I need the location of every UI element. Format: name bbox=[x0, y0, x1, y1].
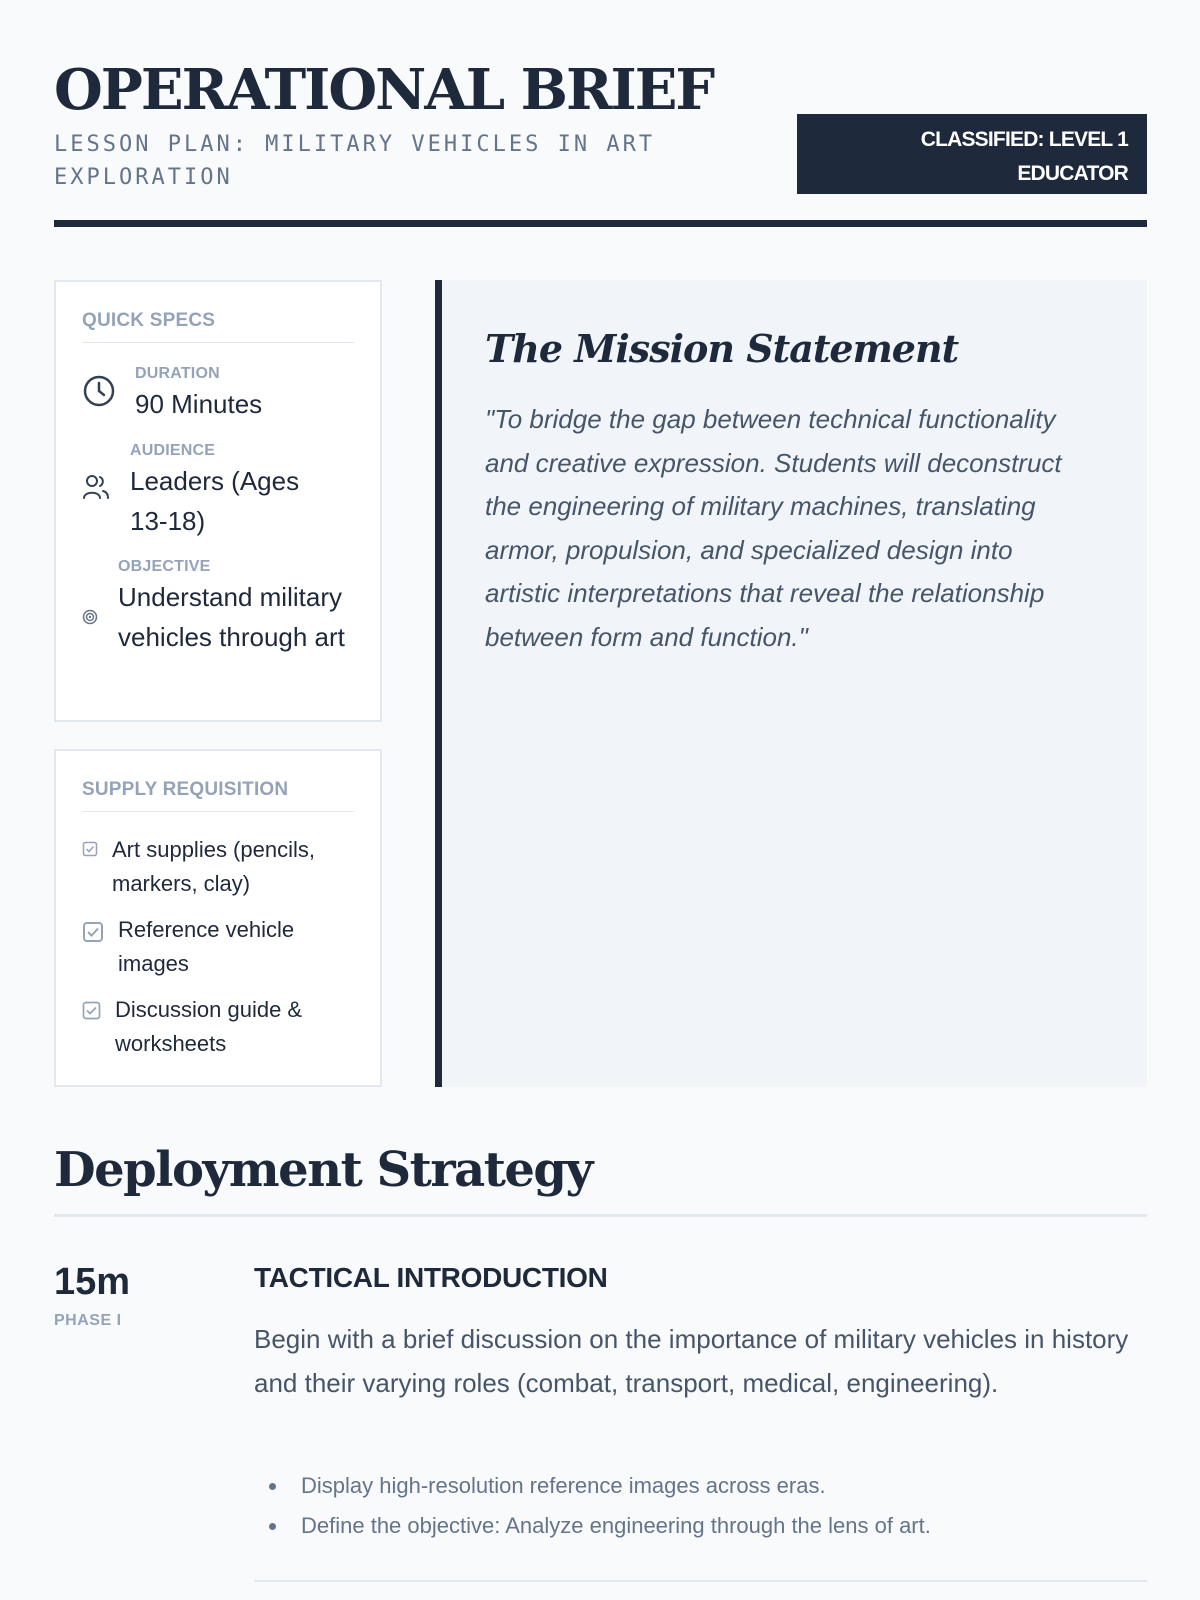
supply-requisition-title: SUPPLY REQUISITION bbox=[82, 751, 354, 812]
phase-points bbox=[254, 1466, 1134, 1546]
checkbox-icon bbox=[82, 1001, 101, 1025]
classification-badge bbox=[797, 114, 1147, 194]
quick-specs-title: QUICK SPECS bbox=[82, 282, 354, 343]
classification-role: EDUCATOR bbox=[1017, 162, 1128, 185]
spec-audience-label: AUDIENCE bbox=[130, 442, 216, 459]
lesson-plan-page bbox=[54, 0, 1147, 1538]
header-divider bbox=[54, 220, 1147, 227]
spec-objective bbox=[82, 557, 352, 657]
brief-header bbox=[54, 0, 1147, 228]
page-subtitle: LESSON PLAN: MILITARY VEHICLES IN ART EXPLORATION bbox=[54, 132, 656, 190]
mission-text: "To bridge the gap between technical functionality and creative expression. Students will deconstruct the engineering of military machines, translating armor, propulsion, and specialized design into artistic interpretations that reveal the relationship between form and function." bbox=[485, 404, 1062, 652]
supply-item bbox=[82, 993, 362, 1061]
classification-level: CLASSIFIED: LEVEL 1 bbox=[920, 128, 1128, 151]
spec-objective-label: OBJECTIVE bbox=[118, 558, 211, 575]
clock-icon bbox=[82, 374, 116, 413]
users-icon bbox=[82, 473, 110, 506]
quick-specs-card bbox=[54, 280, 382, 722]
supply-item-text: Reference vehicle images bbox=[118, 917, 295, 976]
target-icon bbox=[82, 609, 98, 630]
list-item: Display high-resolution reference images across eras. bbox=[254, 1466, 1134, 1506]
spec-duration-value: 90 Minutes bbox=[135, 389, 263, 419]
deployment-divider bbox=[54, 1214, 1147, 1217]
mission-title: The Mission Statement bbox=[485, 326, 959, 371]
checkbox-icon bbox=[82, 921, 104, 948]
phase-duration: 15m bbox=[54, 1261, 131, 1303]
spec-duration bbox=[82, 364, 352, 424]
list-item: Define the objective: Analyze engineering through the lens of art. bbox=[254, 1506, 1134, 1546]
spec-duration-label: DURATION bbox=[135, 365, 220, 382]
supply-item bbox=[82, 833, 362, 901]
phase-label: PHASE I bbox=[54, 1312, 122, 1329]
page-title: OPERATIONAL BRIEF bbox=[54, 57, 714, 123]
mission-statement-panel bbox=[435, 280, 1147, 1087]
checkbox-icon bbox=[82, 841, 98, 862]
spec-objective-value: Understand military vehicles through art bbox=[118, 582, 345, 652]
supply-item bbox=[82, 913, 362, 981]
phase-name: TACTICAL INTRODUCTION bbox=[254, 1262, 608, 1293]
spec-audience-value: Leaders (Ages 13-18) bbox=[130, 466, 300, 536]
phase-description: Begin with a brief discussion on the importance of military vehicles in history and their varying roles (combat, transport, medical, engineering). bbox=[254, 1324, 1129, 1398]
supply-item-text: Art supplies (pencils, markers, clay) bbox=[112, 837, 315, 896]
spec-audience bbox=[82, 441, 352, 541]
supply-requisition-card bbox=[54, 749, 382, 1087]
supply-item-text: Discussion guide & worksheets bbox=[115, 997, 303, 1056]
deployment-title: Deployment Strategy bbox=[54, 1142, 592, 1198]
phase-divider bbox=[254, 1580, 1147, 1582]
